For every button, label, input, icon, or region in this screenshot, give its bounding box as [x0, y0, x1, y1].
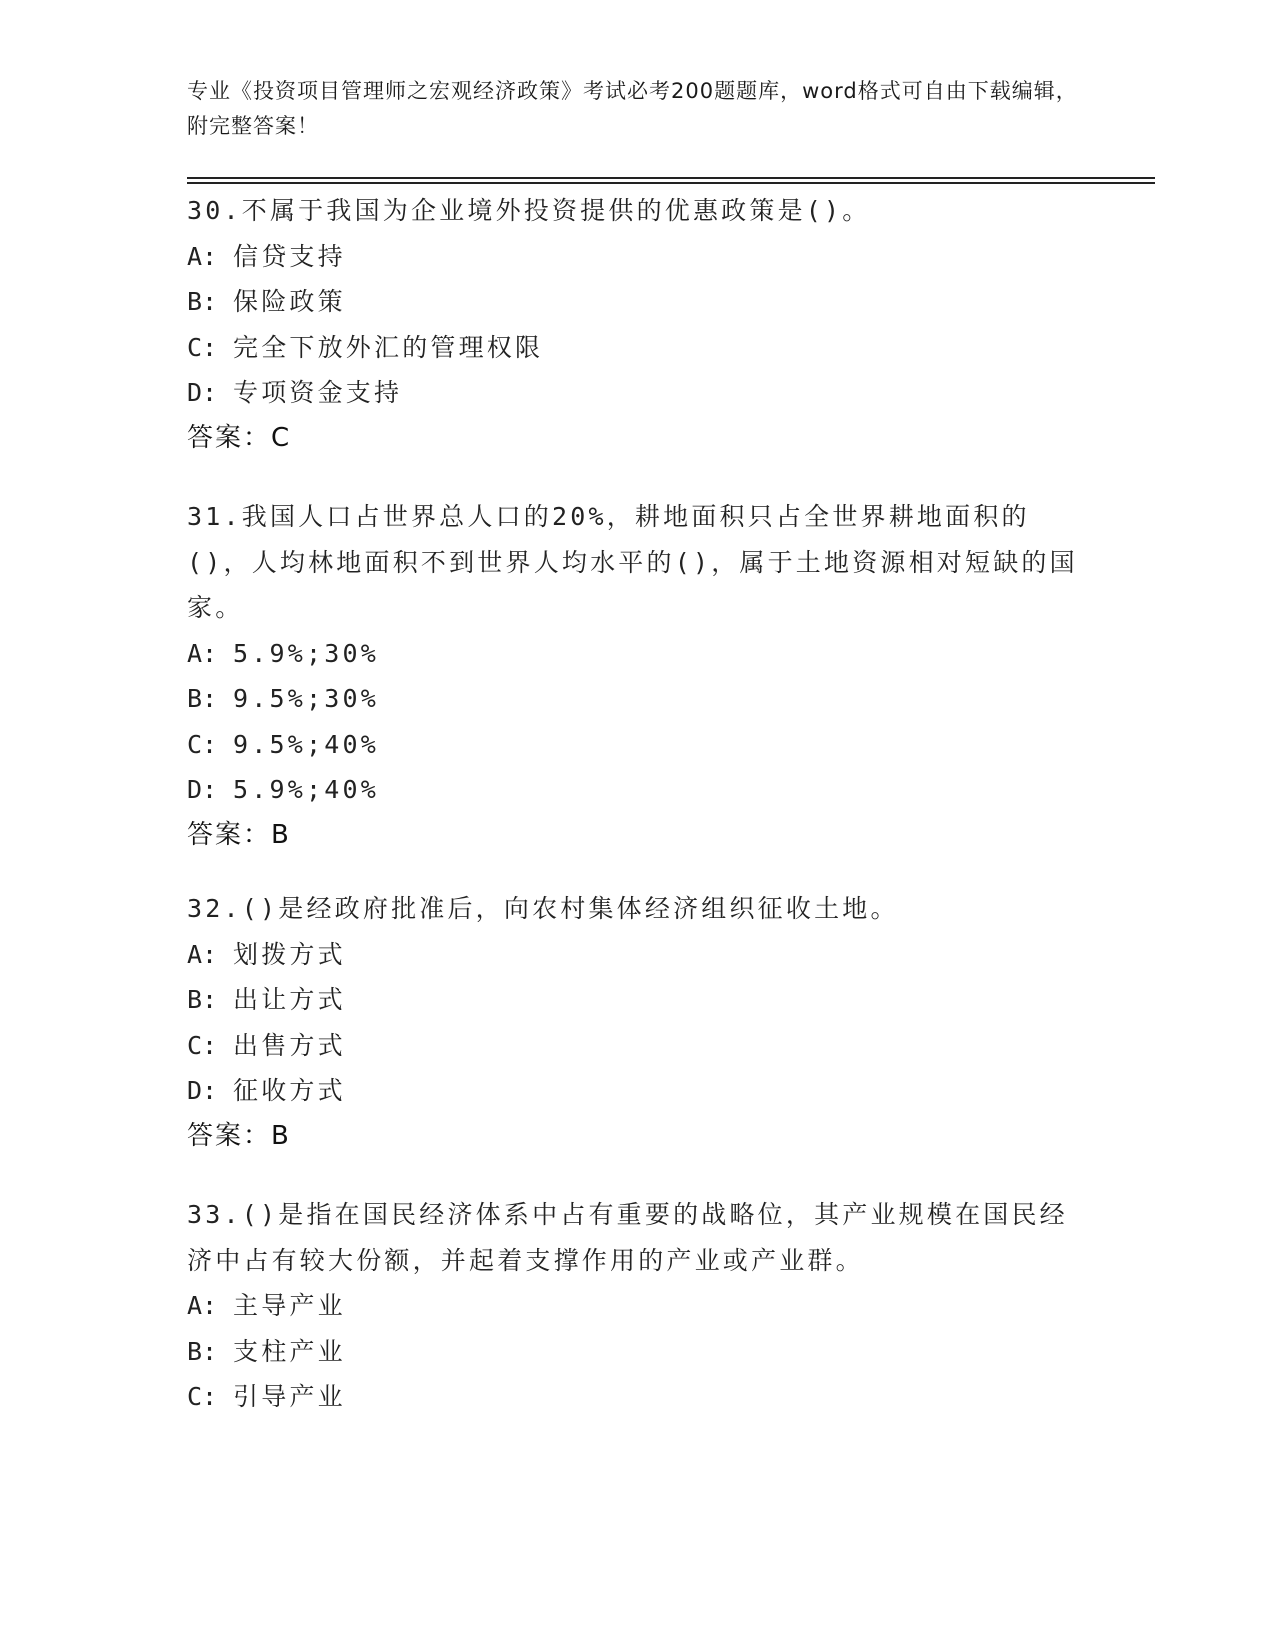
question-32 [187, 886, 1087, 1159]
option-text: 主导产业 [233, 1291, 346, 1320]
option-letter: A: [187, 1291, 218, 1320]
question-body: 我国人口占世界总人口的20%，耕地面积只占全世界耕地面积的()，人均林地面积不到世界人均水平的()，属于土地资源相对短缺的国家。 [187, 502, 1078, 622]
option-d [187, 370, 1087, 416]
option-d [187, 1068, 1087, 1114]
question-text [187, 494, 1087, 631]
answer-label: 答案： [187, 1120, 272, 1151]
question-number: 33. [187, 1200, 242, 1229]
option-letter: A: [187, 939, 218, 969]
option-b [187, 676, 1087, 722]
option-b [187, 279, 1087, 325]
option-letter: B: [187, 1336, 218, 1366]
option-a [187, 234, 1087, 280]
option-letter: C: [187, 729, 218, 759]
option-letter: C: [187, 1382, 218, 1411]
answer-value: B [271, 1120, 290, 1151]
answer-value: C [271, 422, 291, 453]
option-letter: B: [187, 985, 218, 1014]
option-a [187, 932, 1087, 978]
answer-line [187, 416, 1087, 462]
question-number: 30. [187, 196, 242, 225]
option-text: 9.5%;30% [233, 684, 380, 713]
option-text: 保险政策 [233, 287, 346, 316]
option-c [187, 325, 1087, 371]
option-letter: D: [187, 1076, 218, 1105]
question-31 [187, 494, 1087, 858]
question-33 [187, 1192, 1087, 1420]
question-body: ()是经政府批准后，向农村集体经济组织征收土地。 [241, 894, 899, 923]
option-a [187, 631, 1087, 677]
option-letter: B: [187, 287, 218, 316]
option-d [187, 767, 1087, 813]
option-text: 引导产业 [233, 1382, 346, 1411]
option-c [187, 722, 1087, 768]
option-letter: C: [187, 1030, 218, 1060]
option-text: 9.5%;40% [233, 729, 380, 759]
question-body: ()是指在国民经济体系中占有重要的战略位，其产业规模在国民经济中占有较大份额，并起着支撑作用的产业或产业群。 [187, 1200, 1068, 1275]
option-letter: D: [187, 775, 218, 804]
document-intro: 专业《投资项目管理师之宏观经济政策》考试必考200题题库，word格式可自由下载编辑，附完整答案！ [187, 79, 1078, 138]
answer-label: 答案： [187, 819, 272, 850]
option-text: 5.9%;40% [233, 775, 380, 804]
option-letter: D: [187, 378, 218, 407]
answer-label: 答案： [187, 422, 272, 453]
option-letter: A: [187, 638, 218, 668]
option-b [187, 977, 1087, 1023]
question-text [187, 1192, 1087, 1283]
option-letter: B: [187, 684, 218, 713]
option-a [187, 1283, 1087, 1329]
question-body: 不属于我国为企业境外投资提供的优惠政策是()。 [241, 196, 871, 225]
option-text: 完全下放外汇的管理权限 [233, 332, 544, 362]
header-divider-bottom [187, 182, 1155, 184]
option-text: 支柱产业 [233, 1336, 346, 1366]
answer-value: B [271, 819, 290, 850]
option-text: 征收方式 [233, 1076, 346, 1105]
option-text: 出让方式 [233, 985, 346, 1014]
option-letter: A: [187, 241, 218, 271]
option-text: 划拨方式 [233, 939, 346, 969]
answer-line [187, 1114, 1087, 1160]
option-letter: C: [187, 332, 218, 362]
option-c [187, 1374, 1087, 1420]
option-c [187, 1023, 1087, 1069]
answer-line [187, 813, 1087, 859]
question-text [187, 886, 1087, 932]
option-text: 5.9%;30% [233, 638, 380, 668]
question-30 [187, 188, 1087, 461]
question-number: 32. [187, 894, 242, 923]
option-text: 专项资金支持 [233, 378, 403, 407]
question-text [187, 188, 1087, 234]
option-text: 信贷支持 [233, 241, 346, 271]
option-text: 出售方式 [233, 1030, 346, 1060]
header-divider-top [187, 177, 1155, 179]
question-number: 31. [187, 502, 242, 531]
option-b [187, 1329, 1087, 1375]
